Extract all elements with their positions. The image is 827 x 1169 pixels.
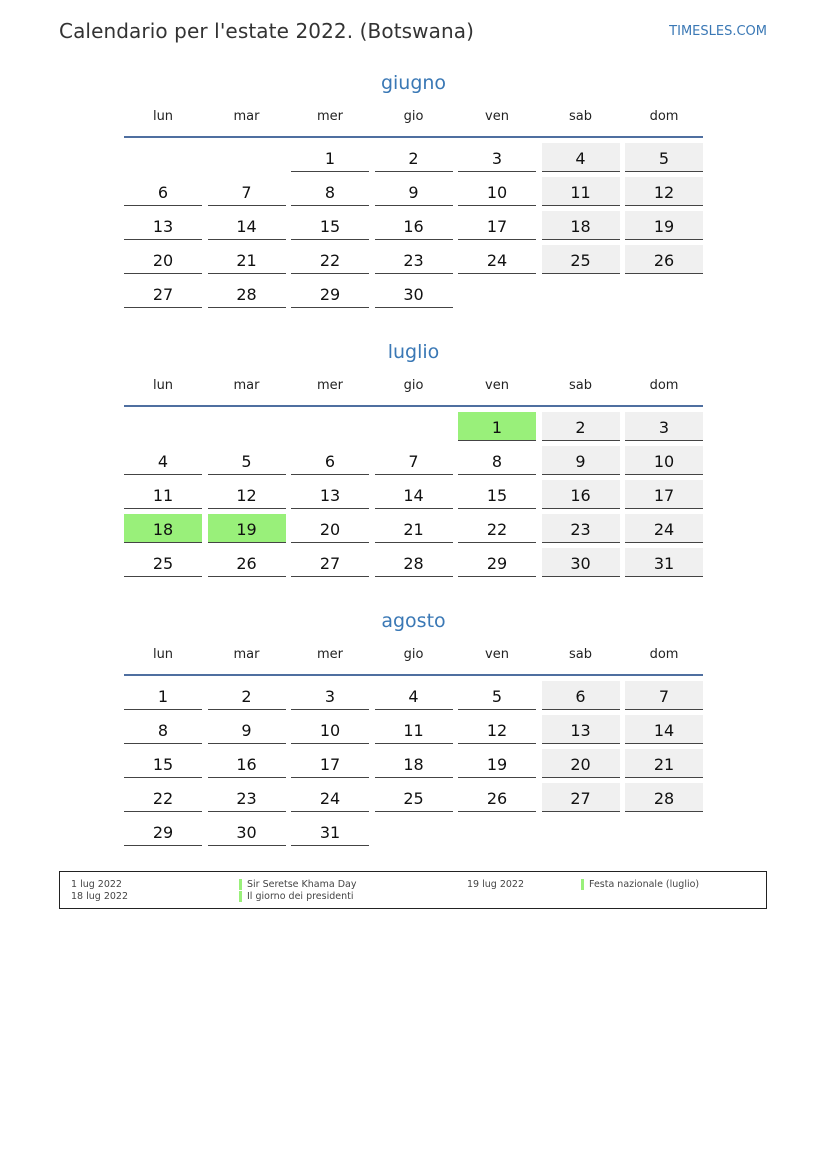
day-cell: 21 — [625, 749, 703, 778]
day-cell: 3 — [625, 412, 703, 441]
day-cell: 10 — [458, 177, 536, 206]
weekday-label: gio — [403, 109, 424, 124]
day-cell: 20 — [124, 245, 202, 274]
day-cell: 25 — [542, 245, 620, 274]
day-cell: 29 — [458, 548, 536, 577]
day-cell: 25 — [375, 783, 453, 812]
day-cell: 9 — [542, 446, 620, 475]
weekday-label: ven — [485, 378, 509, 393]
day-cell: 8 — [124, 715, 202, 744]
empty-cell — [208, 143, 286, 172]
day-cell: 7 — [208, 177, 286, 206]
day-cell: 23 — [542, 514, 620, 543]
day-cell: 16 — [542, 480, 620, 509]
day-cell: 27 — [291, 548, 369, 577]
weekday-label: mer — [316, 109, 343, 124]
weekday-label: ven — [485, 109, 509, 124]
day-cell: 18 — [542, 211, 620, 240]
weekday-label: mar — [233, 109, 260, 124]
day-cell: 3 — [291, 681, 369, 710]
day-cell: 28 — [208, 279, 286, 308]
day-cell: 24 — [291, 783, 369, 812]
day-cell: 23 — [208, 783, 286, 812]
day-cell: 12 — [625, 177, 703, 206]
day-cell: 29 — [124, 817, 202, 846]
day-cell: 14 — [625, 715, 703, 744]
legend-name-1: Sir Seretse Khama Day — [247, 879, 357, 890]
day-cell: 17 — [291, 749, 369, 778]
day-cell: 14 — [208, 211, 286, 240]
month-agosto — [124, 608, 703, 846]
day-cell: 5 — [208, 446, 286, 475]
day-cell: 12 — [208, 480, 286, 509]
holiday-legend — [59, 871, 767, 909]
weekday-label: lun — [152, 109, 174, 124]
day-cell: 9 — [208, 715, 286, 744]
day-cell: 2 — [208, 681, 286, 710]
holiday-marker — [581, 879, 584, 890]
day-cell: 15 — [291, 211, 369, 240]
day-cell: 22 — [124, 783, 202, 812]
empty-cell — [375, 412, 453, 441]
legend-date-3: 19 lug 2022 — [467, 879, 524, 890]
weekday-label: dom — [649, 647, 679, 662]
site-link[interactable]: TIMESLES.COM — [669, 24, 767, 39]
weekday-label: mar — [233, 378, 260, 393]
weekday-header — [124, 644, 703, 666]
day-cell: 8 — [458, 446, 536, 475]
legend-date-2: 18 lug 2022 — [71, 891, 128, 902]
day-cell: 13 — [542, 715, 620, 744]
day-cell: 7 — [375, 446, 453, 475]
month-giugno — [124, 70, 703, 308]
holiday-marker — [239, 891, 242, 902]
weekday-label: dom — [649, 378, 679, 393]
day-cell: 20 — [291, 514, 369, 543]
weekday-header — [124, 375, 703, 397]
weekday-label: sab — [569, 647, 592, 662]
header-rule — [124, 674, 703, 676]
day-cell: 1 — [124, 681, 202, 710]
day-cell: 30 — [375, 279, 453, 308]
legend-holiday-1 — [239, 879, 356, 891]
weekday-label: ven — [485, 647, 509, 662]
day-cell: 31 — [291, 817, 369, 846]
legend-name-3: Festa nazionale (luglio) — [589, 879, 700, 890]
day-cell: 6 — [542, 681, 620, 710]
month-title: agosto — [381, 610, 446, 632]
day-cell: 4 — [375, 681, 453, 710]
day-cell: 26 — [208, 548, 286, 577]
day-cell: 15 — [124, 749, 202, 778]
day-cell: 11 — [375, 715, 453, 744]
weekday-label: gio — [403, 378, 424, 393]
legend-name-2: Il giorno dei presidenti — [247, 891, 354, 902]
day-cell-holiday: 1 — [458, 412, 536, 441]
day-cell-holiday: 18 — [124, 514, 202, 543]
day-cell: 1 — [291, 143, 369, 172]
legend-date-1: 1 lug 2022 — [71, 879, 122, 890]
day-cell: 4 — [124, 446, 202, 475]
empty-cell — [208, 412, 286, 441]
day-cell: 21 — [375, 514, 453, 543]
day-cell: 19 — [625, 211, 703, 240]
weekday-label: sab — [569, 378, 592, 393]
month-title: giugno — [380, 72, 447, 94]
empty-cell — [124, 412, 202, 441]
weekday-label: mer — [316, 647, 343, 662]
day-cell: 29 — [291, 279, 369, 308]
weekday-label: lun — [152, 647, 174, 662]
day-cell: 24 — [625, 514, 703, 543]
day-grid — [124, 143, 703, 308]
day-cell: 24 — [458, 245, 536, 274]
day-cell-holiday: 19 — [208, 514, 286, 543]
day-cell: 9 — [375, 177, 453, 206]
day-cell: 5 — [625, 143, 703, 172]
day-cell: 22 — [291, 245, 369, 274]
day-cell: 27 — [124, 279, 202, 308]
day-cell: 22 — [458, 514, 536, 543]
day-cell: 20 — [542, 749, 620, 778]
day-cell: 10 — [625, 446, 703, 475]
day-cell: 26 — [625, 245, 703, 274]
holiday-marker — [239, 879, 242, 890]
day-cell: 21 — [208, 245, 286, 274]
legend-holiday-3 — [581, 879, 699, 891]
day-cell: 27 — [542, 783, 620, 812]
day-grid — [124, 681, 703, 846]
day-cell: 17 — [458, 211, 536, 240]
weekday-label: dom — [649, 109, 679, 124]
weekday-label: mar — [233, 647, 260, 662]
day-cell: 11 — [124, 480, 202, 509]
day-cell: 28 — [375, 548, 453, 577]
day-cell: 10 — [291, 715, 369, 744]
day-cell: 28 — [625, 783, 703, 812]
weekday-label: lun — [152, 378, 174, 393]
weekday-label: mer — [316, 378, 343, 393]
day-cell: 15 — [458, 480, 536, 509]
day-cell: 18 — [375, 749, 453, 778]
day-cell: 19 — [458, 749, 536, 778]
day-cell: 30 — [542, 548, 620, 577]
month-luglio — [124, 339, 703, 577]
day-cell: 13 — [291, 480, 369, 509]
empty-cell — [124, 143, 202, 172]
day-cell: 6 — [124, 177, 202, 206]
day-cell: 5 — [458, 681, 536, 710]
day-grid — [124, 412, 703, 577]
weekday-label: gio — [403, 647, 424, 662]
page-title: Calendario per l'estate 2022. (Botswana) — [59, 19, 475, 43]
day-cell: 26 — [458, 783, 536, 812]
day-cell: 13 — [124, 211, 202, 240]
header-rule — [124, 136, 703, 138]
day-cell: 7 — [625, 681, 703, 710]
day-cell: 16 — [375, 211, 453, 240]
day-cell: 17 — [625, 480, 703, 509]
weekday-label: sab — [569, 109, 592, 124]
day-cell: 12 — [458, 715, 536, 744]
day-cell: 23 — [375, 245, 453, 274]
day-cell: 4 — [542, 143, 620, 172]
day-cell: 16 — [208, 749, 286, 778]
day-cell: 2 — [375, 143, 453, 172]
day-cell: 14 — [375, 480, 453, 509]
day-cell: 3 — [458, 143, 536, 172]
day-cell: 6 — [291, 446, 369, 475]
day-cell: 30 — [208, 817, 286, 846]
empty-cell — [291, 412, 369, 441]
weekday-header — [124, 106, 703, 128]
header-rule — [124, 405, 703, 407]
day-cell: 2 — [542, 412, 620, 441]
month-title: luglio — [387, 341, 440, 363]
day-cell: 25 — [124, 548, 202, 577]
day-cell: 31 — [625, 548, 703, 577]
day-cell: 8 — [291, 177, 369, 206]
day-cell: 11 — [542, 177, 620, 206]
legend-holiday-2 — [239, 891, 354, 903]
